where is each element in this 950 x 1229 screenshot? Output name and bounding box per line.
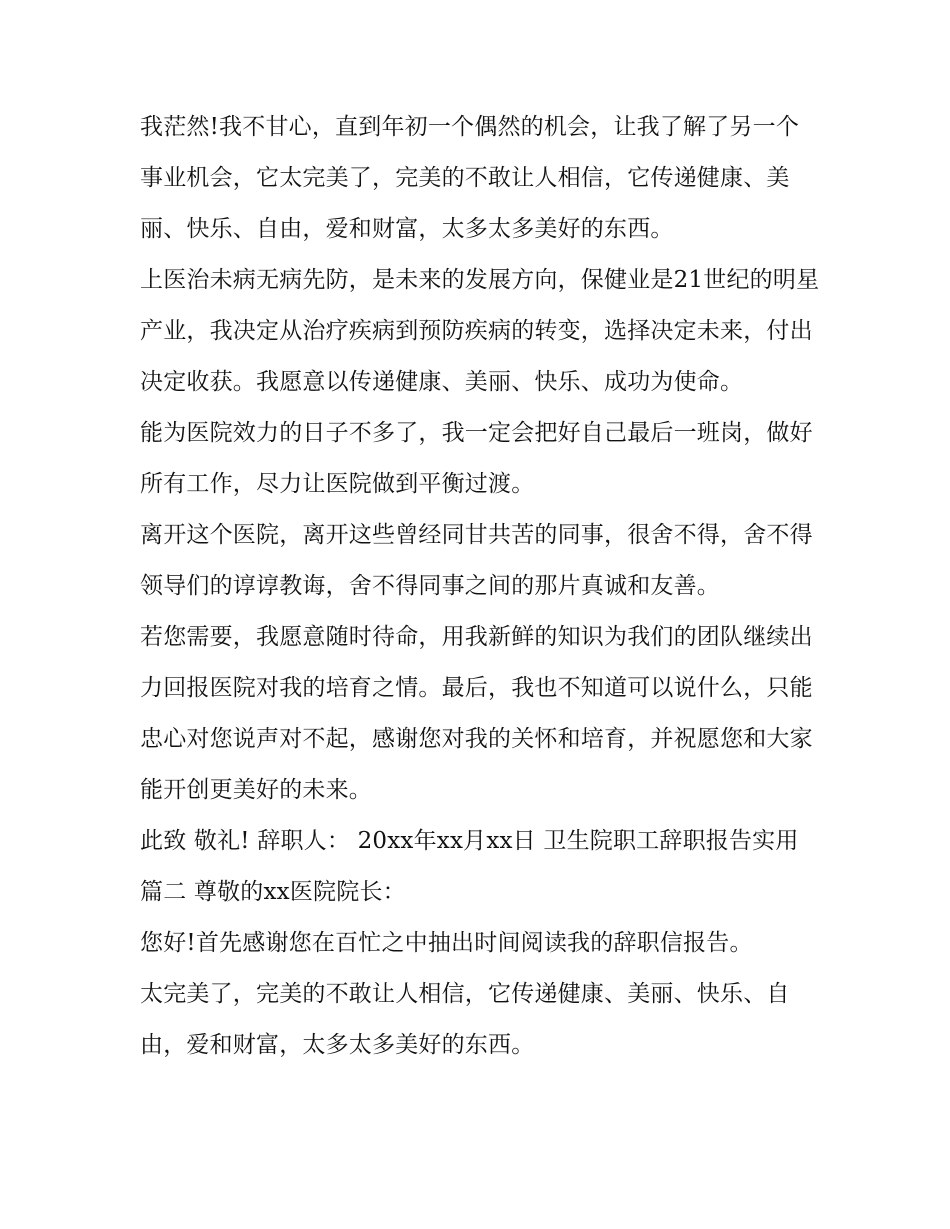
paragraph: 您好!首先感谢您在百忙之中抽出时间阅读我的辞职信报告。 bbox=[140, 930, 753, 956]
document-body bbox=[140, 102, 820, 1071]
paragraph: 若您需要，我愿意随时待命，用我新鲜的知识为我们的团队继续出力回报医院对我的培育之情。最后，我也不知道可以说什么，只能忠心对您说声对不起，感谢您对我的关怀和培育，并祝愿您和大家能开创更美好的未来。 bbox=[140, 624, 813, 803]
paragraph: 我茫然!我不甘心，直到年初一个偶然的机会，让我了解了另一个事业机会，它太完美了，完美的不敢让人相信，它传递健康、美丽、快乐、自由，爱和财富，太多太多美好的东西。 bbox=[140, 114, 800, 242]
paragraph: 上医治未病无病先防，是未来的发展方向，保健业是21世纪的明星产业，我决定从治疗疾病到预防疾病的转变，选择决定未来，付出决定收获。我愿意以传递健康、美丽、快乐、成功为使命。 bbox=[140, 267, 820, 395]
paragraph: 此致 敬礼! 辞职人： 20xx年xx月xx日 卫生院职工辞职报告实用篇二 尊敬的xx医院院长： bbox=[140, 828, 799, 905]
paragraph: 能为医院效力的日子不多了，我一定会把好自己最后一班岗，做好所有工作，尽力让医院做到平衡过渡。 bbox=[140, 420, 813, 497]
paragraph: 太完美了，完美的不敢让人相信，它传递健康、美丽、快乐、自由，爱和财富，太多太多美好的东西。 bbox=[140, 981, 790, 1058]
paragraph: 离开这个医院，离开这些曾经同甘共苦的同事，很舍不得，舍不得领导们的谆谆教诲，舍不得同事之间的那片真诚和友善。 bbox=[140, 522, 813, 599]
